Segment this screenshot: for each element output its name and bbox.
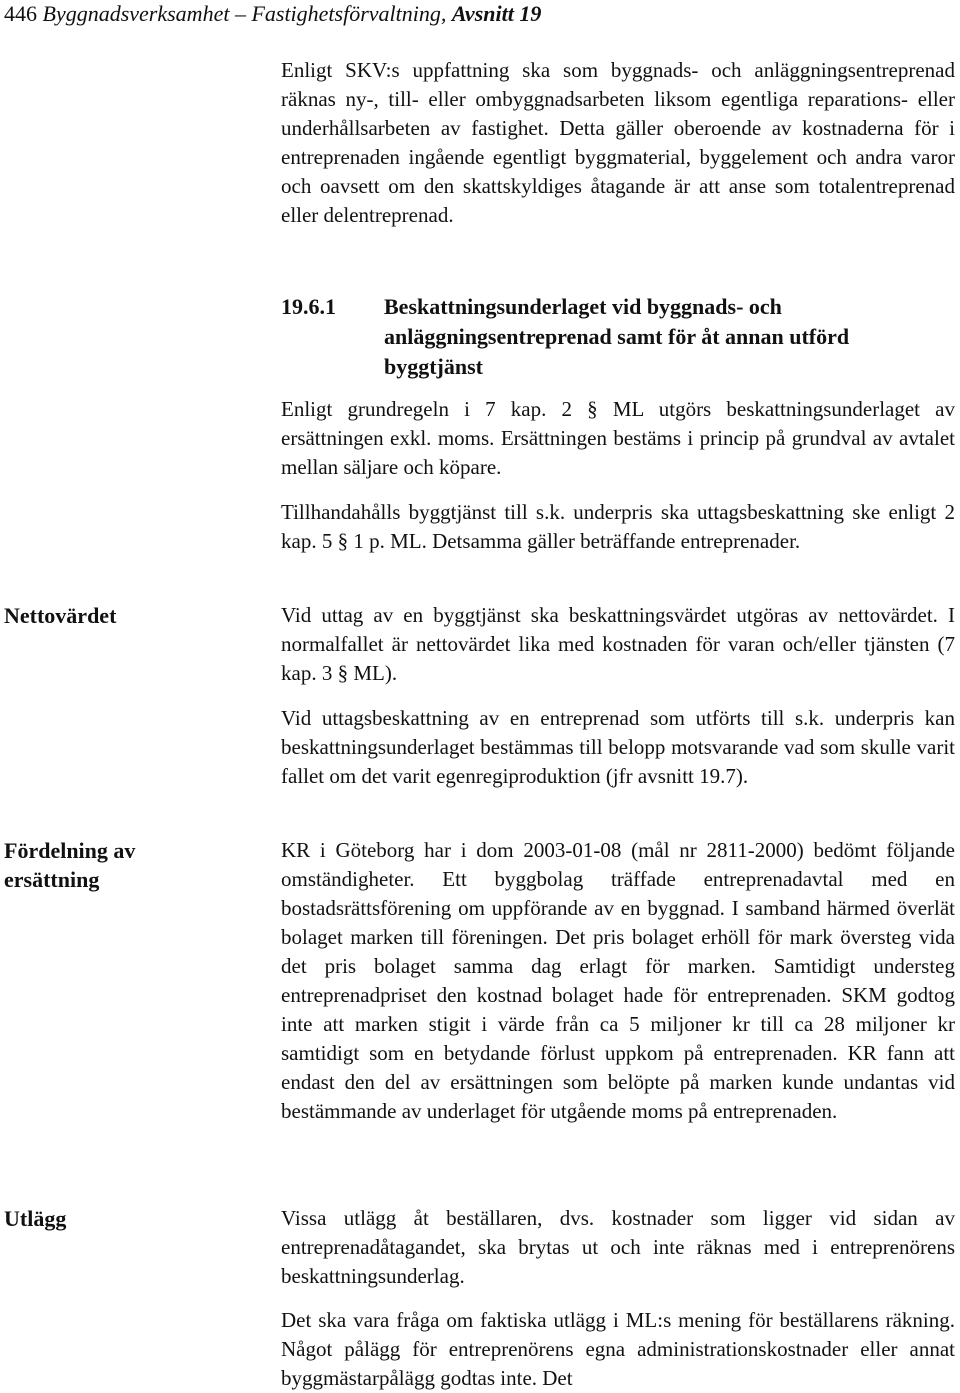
margin-note-utlagg: Utlägg <box>4 1206 67 1231</box>
paragraph: Enligt grundregeln i 7 kap. 2 § ML utgörs beskattningsunderlaget av ersättningen exkl. moms. Ersättningen bestäms i princip på grundval av avtalet mellan säljare och köpare. <box>281 397 955 479</box>
margin-note-nettovardet: Nettovärdet <box>4 603 117 628</box>
paragraph: Enligt SKV:s uppfattning ska som byggnads- och anläggningsentreprenad räknas ny-, till- eller ombyggnadsarbeten liksom egentliga reparations- eller underhållsarbeten av fastighet. Detta gäller oberoende av kostnaderna för i entreprenaden ingående egentligt byggmaterial, byggelement och andra varor och oavsett om den skattskyldiges åtagande är att anse som totalentreprenad eller delentreprenad. <box>281 58 955 227</box>
paragraph-block <box>281 1204 955 1291</box>
paragraph: Vid uttag av en byggtjänst ska beskattningsvärdet utgöras av nettovärdet. I normalfallet är nettovärdet lika med kostnaden för varan och/eller tjänsten (7 kap. 3 § ML). <box>281 603 955 685</box>
margin-note-fordelning: Fördelning av ersättning <box>4 838 136 892</box>
running-header <box>4 0 541 28</box>
paragraph: Vissa utlägg åt beställaren, dvs. kostnader som ligger vid sidan av entreprenadåtagandet, ska brytas ut och inte räknas med i entreprenörens beskattningsunderlag. <box>281 1206 955 1288</box>
paragraph-block <box>281 395 955 482</box>
paragraph: KR i Göteborg har i dom 2003-01-08 (mål nr 2811-2000) bedömt följande omständigheter. Ett byggbolag träffade entreprenadavtal med en bostadsrättsförening om uppförande av en byggnad. I samband härmed överlät bolaget marken till föreningen. Det pris bolaget erhöll för mark översteg vida det pris bolaget samma dag erlagt för marken. Samtidigt understeg entreprenadpriset den kostnad bolaget hade för entreprenaden. SKM godtog inte att marken stigit i värde från ca 5 miljoner kr till ca 28 miljoner kr samtidigt som en betydande förlust uppkom på entreprenaden. KR fann att endast den del av ersättningen som belöpte på marken kunde undantas vid bestämmande av underlaget för utgående moms på entreprenaden. <box>281 838 955 1123</box>
running-title: Byggnadsverksamhet – Fastighetsförvaltning, <box>42 1 447 26</box>
section-label: Avsnitt 19 <box>451 1 542 26</box>
intro-paragraph-block <box>281 56 955 230</box>
paragraph-block <box>281 704 955 791</box>
paragraph: Tillhandahålls byggtjänst till s.k. underpris ska uttagsbeskattning ske enligt 2 kap. 5 § 1 p. ML. Detsamma gäller beträffande entreprenader. <box>281 500 955 553</box>
section-title: Beskattningsunderlaget vid byggnads- och anläggningsentreprenad samt för åt annan utförd byggtjänst <box>384 294 850 379</box>
paragraph: Vid uttagsbeskattning av en entreprenad som utförts till s.k. underpris kan beskattningsunderlaget bestämmas till belopp motsvarande vad som skulle varit fallet om det varit egenregiproduktion (jfr avsnitt 19.7). <box>281 706 955 788</box>
paragraph-block <box>281 1306 955 1393</box>
page-number: 446 <box>4 1 37 26</box>
paragraph: Det ska vara fråga om faktiska utlägg i ML:s mening för beställarens räkning. Något pålägg för entreprenörens egna administrationskostnader eller annat byggmästarpålägg godtas inte. Det <box>281 1308 955 1390</box>
section-number: 19.6.1 <box>281 294 336 319</box>
paragraph-block <box>281 498 955 556</box>
paragraph-block <box>281 601 955 688</box>
paragraph-block <box>281 836 955 1126</box>
